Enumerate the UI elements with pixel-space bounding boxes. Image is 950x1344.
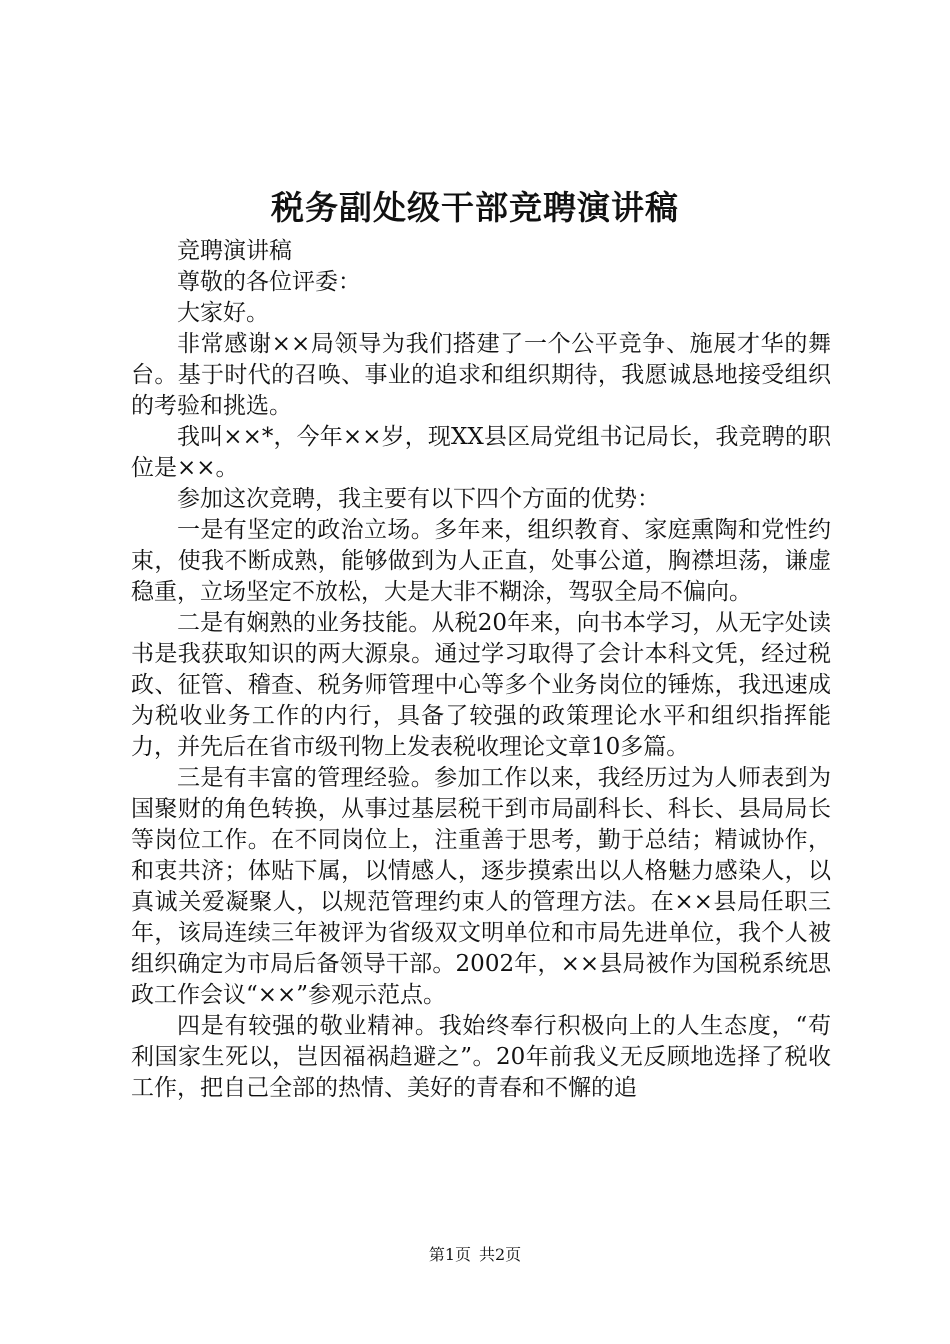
paragraph-advantage-two: 二是有娴熟的业务技能。从税20年来，向书本学习，从无字处读书是我获取知识的两大源泉。通过学习取得了会计本科文凭，经过税政、征管、稽查、税务师管理中心等多个业务岗位的锤炼，我迅速成为税收业务工作的内行，具备了较强的政策理论水平和组织指挥能力，并先后在省市级刊物上发表税收理论文章10多篇。 — [131, 610, 831, 760]
paragraph-salutation: 尊敬的各位评委： — [177, 269, 361, 295]
paragraph-advantage-one: 一是有坚定的政治立场。多年来，组织教育、家庭熏陶和党性约束，使我不断成熟，能够做到为人正直，处事公道，胸襟坦荡，谦虚稳重，立场坚定不放松，大是大非不糊涂，驾驭全局不偏向。 — [131, 517, 831, 605]
paragraph-heading: 竞聘演讲稿 — [177, 238, 292, 264]
paragraph-greeting: 大家好。 — [177, 300, 269, 326]
page-footer — [0, 1243, 950, 1267]
document-title: 税务副处级干部竞聘演讲稿 — [271, 188, 679, 227]
paragraph-advantage-four: 四是有较强的敬业精神。我始终奉行积极向上的人生态度，“苟利国家生死以，岂因福祸趋避之”。20年前我义无反顾地选择了税收工作，把自己全部的热情、美好的青春和不懈的追 — [131, 1013, 831, 1101]
paragraph-advantages-intro: 参加这次竞聘，我主要有以下四个方面的优势： — [177, 486, 660, 512]
paragraph-introduction: 我叫××*，今年××岁，现XX县区局党组书记局长，我竞聘的职位是××。 — [131, 424, 831, 481]
page-number: 第1页 — [428, 1245, 471, 1264]
document-body — [131, 236, 831, 1104]
paragraph-thanks: 非常感谢××局领导为我们搭建了一个公平竞争、施展才华的舞台。基于时代的召唤、事业的追求和组织期待，我愿诚恳地接受组织的考验和挑选。 — [131, 331, 831, 419]
paragraph-advantage-three: 三是有丰富的管理经验。参加工作以来，我经历过为人师表到为国聚财的角色转换，从事过基层税干到市局副科长、科长、县局局长等岗位工作。在不同岗位上，注重善于思考，勤于总结；精诚协作，和衷共济；体贴下属，以情感人，逐步摸索出以人格魅力感染人，以真诚关爱凝聚人，以规范管理约束人的管理方法。在××县局任职三年，该局连续三年被评为省级双文明单位和市局先进单位，我个人被组织确定为市局后备领导干部。2002年，××县局被作为国税系统思政工作会议“××”参观示范点。 — [131, 765, 831, 1008]
page-total: 共2页 — [479, 1245, 522, 1264]
